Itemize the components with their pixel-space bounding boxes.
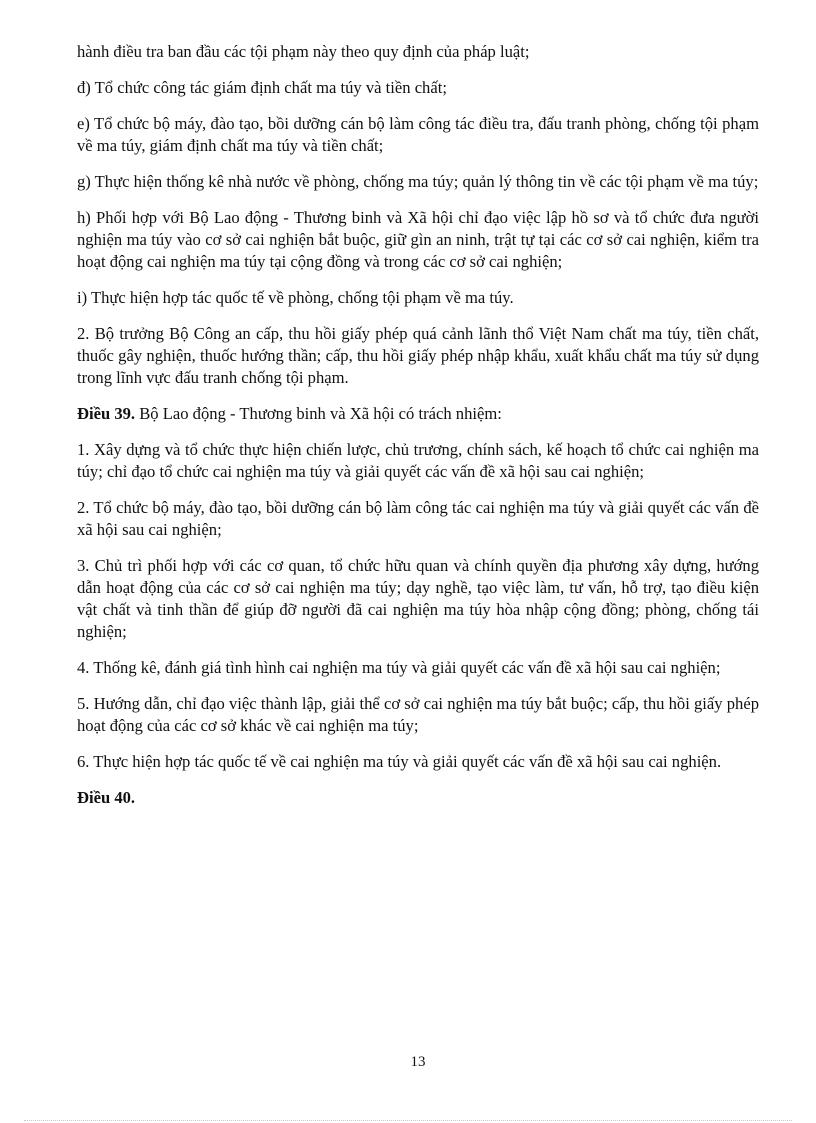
article-39-item-2: 2. Tổ chức bộ máy, đào tạo, bồi dưỡng cán bộ làm công tác cai nghiện ma túy và giải quyết các vấn đề xã hội sau cai nghiện; <box>77 498 759 539</box>
paragraph-item-i: i) Thực hiện hợp tác quốc tế về phòng, chống tội phạm về ma túy. <box>77 288 514 307</box>
article-39-item-6: 6. Thực hiện hợp tác quốc tế về cai nghiện ma túy và giải quyết các vấn đề xã hội sau cai nghiện. <box>77 752 722 771</box>
article-40-heading-paragraph <box>77 787 759 809</box>
paragraph-investigation-continuation: hành điều tra ban đầu các tội phạm này theo quy định của pháp luật; <box>77 42 530 61</box>
article-39-heading: Điều 39. <box>77 404 136 423</box>
paragraph-item-g: g) Thực hiện thống kê nhà nước về phòng, chống ma túy; quản lý thông tin về các tội phạm về ma túy; <box>77 172 759 191</box>
document-body <box>77 41 759 823</box>
document-page <box>77 0 759 1123</box>
paragraph-item-h: h) Phối hợp với Bộ Lao động - Thương binh và Xã hội chỉ đạo việc lập hồ sơ và tổ chức đưa người nghiện ma túy vào cơ sở cai nghiện bắt buộc, giữ gìn an ninh, trật tự tại các cơ sở cai nghiện, kiểm tra hoạt động cai nghiện ma túy tại cộng đồng và trong các cơ sở cai nghiện; <box>77 208 759 271</box>
article-39-heading-paragraph <box>77 403 759 425</box>
page-number: 13 <box>410 1054 426 1070</box>
article-39-item-4: 4. Thống kê, đánh giá tình hình cai nghiện ma túy và giải quyết các vấn đề xã hội sau cai nghiện; <box>77 658 721 677</box>
article-40-heading: Điều 40. <box>77 788 136 807</box>
article-39-item-1: 1. Xây dựng và tổ chức thực hiện chiến lược, chủ trương, chính sách, kế hoạch tổ chức cai nghiện ma túy; chỉ đạo tổ chức cai nghiện ma túy và giải quyết các vấn đề xã hội sau cai nghiện; <box>77 440 759 481</box>
article-39-item-5: 5. Hướng dẫn, chỉ đạo việc thành lập, giải thể cơ sở cai nghiện ma túy bắt buộc; cấp, thu hồi giấy phép hoạt động của các cơ sở khác về cai nghiện ma túy; <box>77 694 759 735</box>
page-bottom-divider <box>24 1120 792 1121</box>
paragraph-clause-2: 2. Bộ trưởng Bộ Công an cấp, thu hồi giấy phép quá cảnh lãnh thổ Việt Nam chất ma túy, tiền chất, thuốc gây nghiện, thuốc hướng thần; cấp, thu hồi giấy phép nhập khẩu, xuất khẩu chất ma túy sử dụng trong lĩnh vực đấu tranh chống tội phạm. <box>77 324 759 387</box>
paragraph-item-e: e) Tổ chức bộ máy, đào tạo, bồi dưỡng cán bộ làm công tác điều tra, đấu tranh phòng, chống tội phạm về ma túy, giám định chất ma túy và tiền chất; <box>77 114 759 155</box>
article-39-item-3: 3. Chủ trì phối hợp với các cơ quan, tổ chức hữu quan và chính quyền địa phương xây dựng, hướng dẫn hoạt động của các cơ sở cai nghiện ma túy; dạy nghề, tạo việc làm, tư vấn, hỗ trợ, tạo điều kiện vật chất và tinh thần để giúp đỡ người đã cai nghiện ma túy hòa nhập cộng đồng; phòng, chống tái nghiện; <box>77 556 759 641</box>
article-39-intro: Bộ Lao động - Thương binh và Xã hội có trách nhiệm: <box>135 404 502 423</box>
paragraph-item-d: đ) Tổ chức công tác giám định chất ma túy và tiền chất; <box>77 78 447 97</box>
